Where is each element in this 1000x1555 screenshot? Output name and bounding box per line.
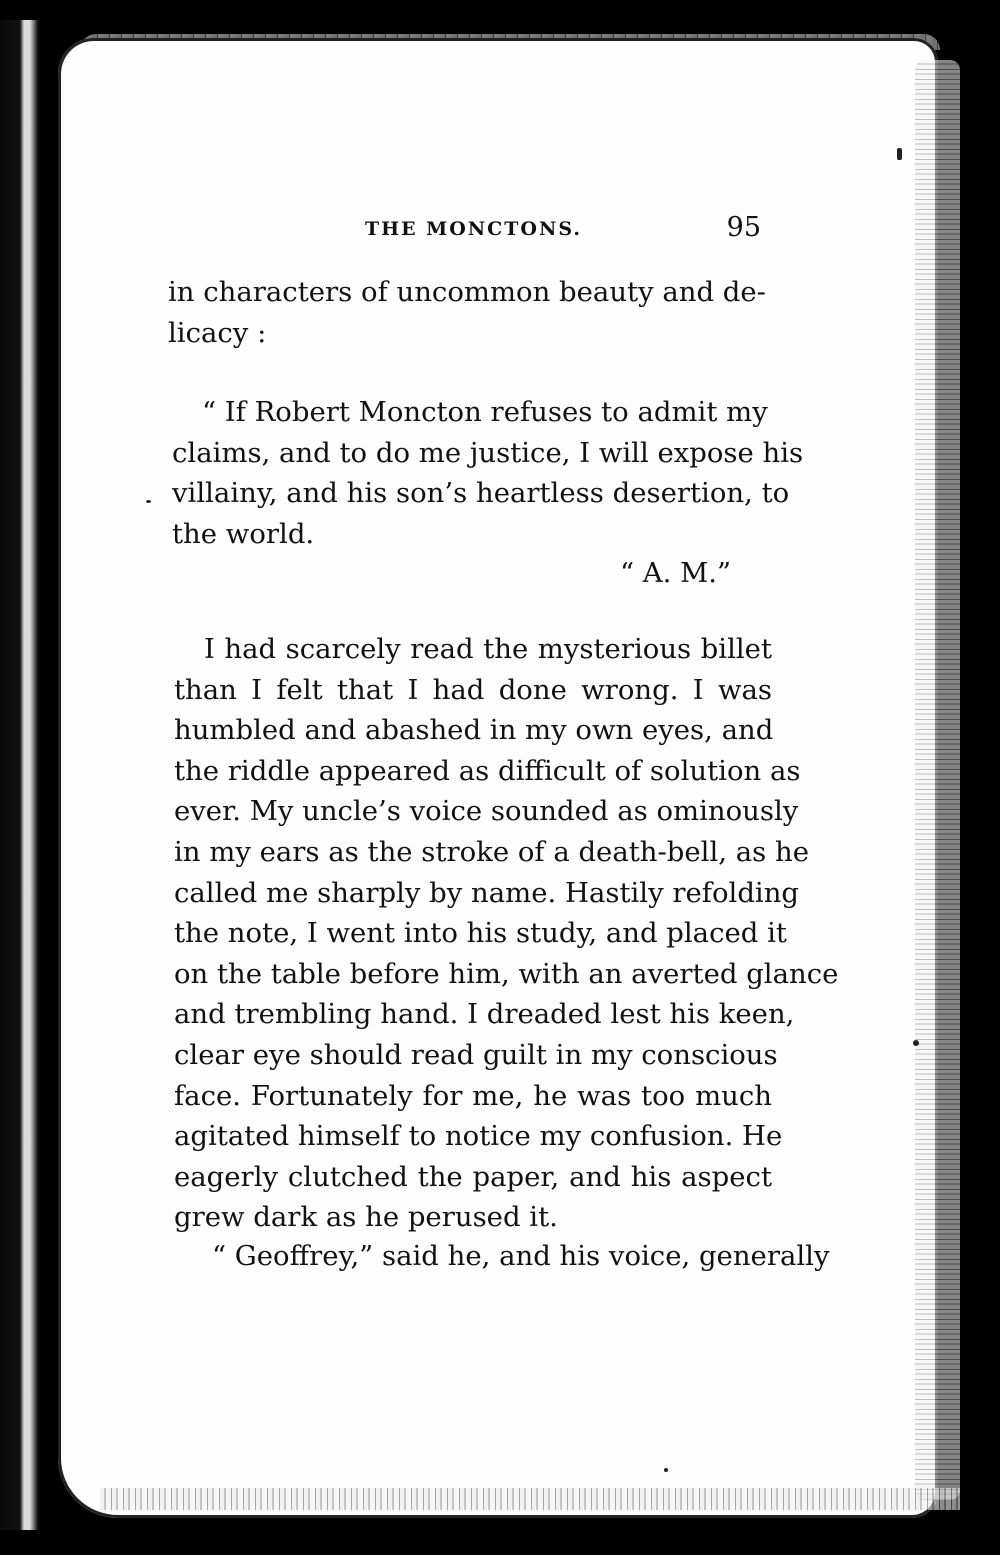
text-line: I had scarcely read the mysterious billet xyxy=(204,633,772,665)
paragraph-3 xyxy=(174,629,839,1238)
page-header xyxy=(170,212,765,246)
page-right-edge xyxy=(915,60,960,1500)
text-line: the note, I went into his study, and placed it xyxy=(174,917,787,950)
text-line: ever. My uncle’s voice sounded as ominously xyxy=(174,795,799,828)
text-line: on the table before him, with an averted glance xyxy=(174,957,839,990)
text-line: in my ears as the stroke of a death-bell, as he xyxy=(174,835,809,868)
ink-speck xyxy=(897,148,902,160)
ink-speck xyxy=(913,1040,919,1046)
book-spine-edge xyxy=(0,20,40,1530)
text-line: agitated himself to notice my confusion. He xyxy=(174,1120,783,1153)
text-line: in characters of uncommon beauty and de- xyxy=(168,276,766,308)
page-bottom-edge xyxy=(100,1488,960,1510)
text-line: licacy : xyxy=(168,316,267,349)
text-line: face. Fortunately for me, he was too much xyxy=(174,1079,772,1112)
running-title: THE MONCTONS. xyxy=(365,218,582,240)
quoted-note xyxy=(172,392,804,554)
paragraph-4 xyxy=(182,1236,830,1277)
text-line: humbled and abashed in my own eyes, and xyxy=(174,714,774,747)
paragraph-1 xyxy=(168,272,766,353)
text-line: and trembling hand. I dreaded lest his keen, xyxy=(174,998,795,1031)
note-signature: “ A. M.” xyxy=(620,557,732,589)
text-line: eagerly clutched the paper, and his aspect xyxy=(174,1160,772,1193)
text-line: the world. xyxy=(172,517,315,550)
text-line: “ Geoffrey,” said he, and his voice, generally xyxy=(212,1240,830,1272)
text-line: grew dark as he perused it. xyxy=(174,1201,558,1234)
text-line: called me sharply by name. Hastily refolding xyxy=(174,876,800,909)
text-line: the riddle appeared as difficult of solution as xyxy=(174,754,801,787)
ink-speck xyxy=(664,1468,668,1472)
text-line: than I felt that I had done wrong. I was xyxy=(174,673,772,706)
ink-speck xyxy=(146,500,151,503)
page-number: 95 xyxy=(726,212,761,243)
text-line: claims, and to do me justice, I will expose his xyxy=(172,436,804,469)
text-line: clear eye should read guilt in my conscious xyxy=(174,1038,778,1071)
text-line: villainy, and his son’s heartless desertion, to xyxy=(172,477,790,510)
text-line: “ If Robert Moncton refuses to admit my xyxy=(202,396,768,428)
